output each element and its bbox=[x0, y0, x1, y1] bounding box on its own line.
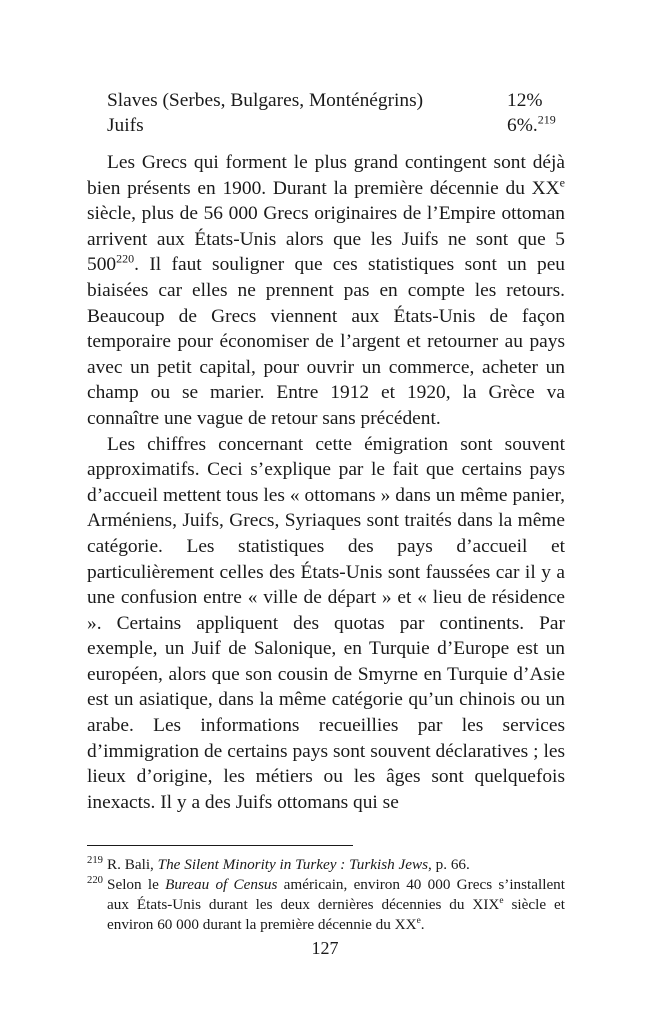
footnote-separator bbox=[87, 845, 353, 846]
stat-value: 12% bbox=[507, 90, 543, 111]
footnote-number: 220 bbox=[87, 875, 103, 887]
stat-value: 6%.$^{219}$ bbox=[507, 112, 556, 136]
page-number: 127 bbox=[311, 938, 339, 958]
paragraph-figures: Les chiffres concernant cette émigration sont souvent approximatifs. Ceci s’explique par le fait que certains pays d’accueil mettent tous les « ottomans » dans un même panier, Arméniens, Juifs, Grecs, Syriaques sont traités dans la même catégorie. Les statistiques des pays d’accueil et particulièrement celles des États-Unis sont faussées car il y a une confusion entre « ville de départ » et « lieu de résidence ». Certains appliquent des quotas par continents. Par exemple, un Juif de Salonique, en Turquie d’Europe est un européen, alors que son cousin de Smyrne en Turquie d’Asie est un asiatique, dans la même catégorie qu’un chinois ou un arabe. Les informations recueillies par les services d’immigration de certains pays sont souvent déclaratives ; les lieux d’origine, les métiers ou les âges sont quelquefois inexacts. Il y a des Juifs ottomans qui se bbox=[87, 433, 565, 813]
page-body bbox=[87, 88, 565, 815]
footnote-219: $^{219}$ R. Bali, The Silent Minority in Turkey : Turkish Jews, p. 66. bbox=[87, 855, 470, 873]
stat-row-juifs bbox=[87, 113, 565, 138]
footnote-220: $^{220}$ Selon le Bureau of Census américain, environ 40 000 Grecs s’installent aux États-Unis durant les deux dernières décennies du XIXe siècle et environ 60 000 durant la première décennie du XXe. bbox=[87, 875, 565, 933]
stat-label: Juifs bbox=[107, 115, 144, 136]
stat-row-slaves bbox=[87, 88, 565, 113]
footnote-ref-220[interactable]: 220 bbox=[116, 251, 135, 266]
footnote-number: 219 bbox=[87, 855, 103, 867]
footnotes bbox=[87, 855, 565, 935]
paragraph-greeks: Les Grecs qui forment le plus grand contingent sont déjà bien présents en 1900. Durant la première décennie du XXe siècle, plus de 56 000 Grecs originaires de l’Empire ottoman arrivent aux États-Unis alors que les Juifs ne sont que 5 $500^{220}$. Il faut souligner que ces statistiques sont un peu biaisées car elles ne prennent pas en compte les retours. Beaucoup de Grecs viennent aux États-Unis de façon temporaire pour économiser de l’argent et retourner au pays avec un petit capital, pour ouvrir un commerce, acheter un champ ou se marier. Entre 1912 et 1920, la Grèce va connaître une vague de retour sans précédent. bbox=[87, 152, 565, 429]
footnote-ref-219[interactable]: 219 bbox=[537, 112, 556, 127]
stat-label: Slaves (Serbes, Bulgares, Monténégrins) bbox=[107, 90, 424, 111]
superscript-e: e bbox=[559, 175, 565, 190]
statistics-list bbox=[87, 88, 565, 138]
footnote-title: The Silent Minority in Turkey : Turkish Jews bbox=[157, 856, 429, 873]
footnote-title: Bureau of Census bbox=[165, 876, 278, 893]
